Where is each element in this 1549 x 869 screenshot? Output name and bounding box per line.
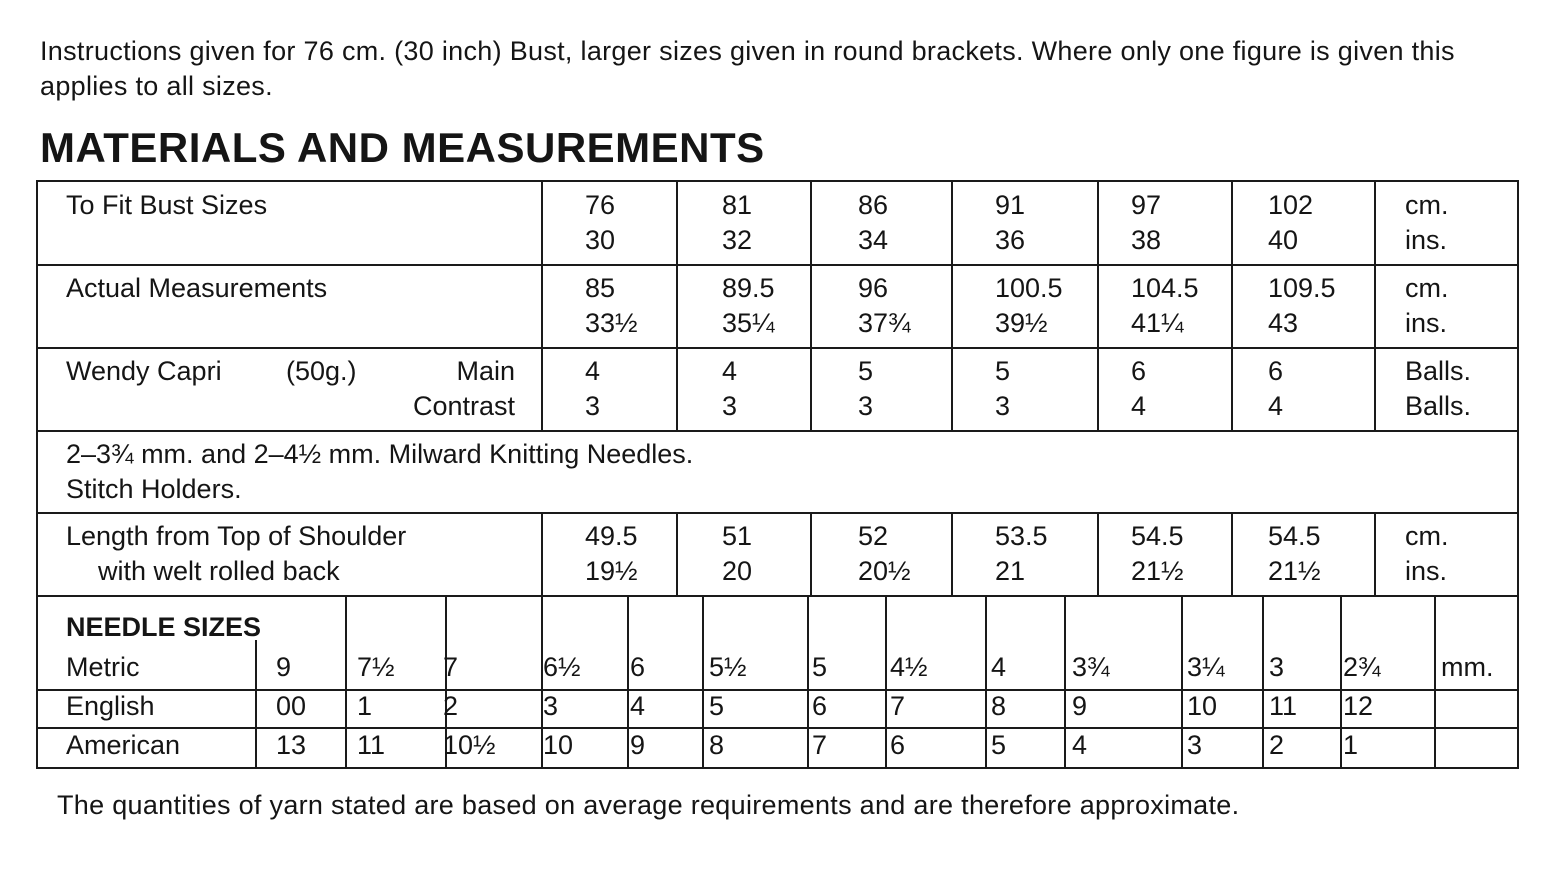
english-size-2: 1	[357, 691, 373, 721]
american-size-1: 13	[276, 730, 307, 760]
length-ins-2: 20	[722, 556, 753, 586]
yarn-main-2: 4	[722, 356, 738, 386]
col-divider	[1181, 595, 1183, 767]
american-size-6: 8	[709, 730, 725, 760]
length-unit-cm: cm.	[1405, 521, 1449, 551]
yarn-unit-main: Balls.	[1405, 356, 1472, 386]
col-divider	[345, 595, 347, 767]
metric-size-9: 4	[991, 652, 1007, 682]
metric-label: Metric	[66, 652, 140, 682]
yarn-main-label: Main	[456, 356, 515, 386]
actual-ins-4: 39½	[995, 308, 1048, 338]
american-size-5: 9	[630, 730, 646, 760]
actual-unit-cm: cm.	[1405, 273, 1449, 303]
col-divider	[1064, 595, 1066, 767]
american-size-13: 1	[1343, 730, 1359, 760]
length-label-2: with welt rolled back	[98, 556, 340, 586]
length-cm-4: 53.5	[995, 521, 1048, 551]
american-size-7: 7	[812, 730, 828, 760]
metric-size-1: 9	[276, 652, 292, 682]
english-size-13: 12	[1343, 691, 1374, 721]
yarn-main-5: 6	[1131, 356, 1147, 386]
col-divider	[676, 512, 678, 595]
bust-ins-3: 34	[858, 225, 889, 255]
col-divider	[627, 595, 629, 767]
col-divider	[810, 182, 812, 430]
yarn-main-1: 4	[585, 356, 601, 386]
needles-line-1: 2–3¾ mm. and 2–4½ mm. Milward Knitting Needles.	[66, 439, 694, 469]
col-divider	[676, 182, 678, 430]
actual-ins-6: 43	[1268, 308, 1299, 338]
row-divider	[38, 264, 1517, 266]
actual-ins-5: 41¼	[1131, 308, 1184, 338]
length-cm-1: 49.5	[585, 521, 638, 551]
yarn-contrast-5: 4	[1131, 391, 1147, 421]
american-size-2: 11	[357, 730, 386, 760]
english-size-8: 7	[890, 691, 906, 721]
yarn-unit-contrast: Balls.	[1405, 391, 1472, 421]
materials-table	[36, 180, 1519, 769]
col-divider	[985, 595, 987, 767]
yarn-contrast-1: 3	[585, 391, 601, 421]
bust-cm-6: 102	[1268, 190, 1314, 220]
actual-cm-3: 96	[858, 273, 889, 303]
yarn-contrast-2: 3	[722, 391, 738, 421]
american-size-9: 5	[991, 730, 1007, 760]
metric-size-2: 7½	[357, 652, 395, 682]
row-divider	[38, 727, 1517, 729]
length-ins-3: 20½	[858, 556, 911, 586]
actual-cm-4: 100.5	[995, 273, 1063, 303]
american-size-8: 6	[890, 730, 906, 760]
col-divider	[951, 512, 953, 595]
bust-cm-1: 76	[585, 190, 616, 220]
col-divider	[1231, 182, 1233, 430]
section-title: MATERIALS AND MEASUREMENTS	[40, 124, 765, 171]
bust-cm-4: 91	[995, 190, 1026, 220]
english-size-9: 8	[991, 691, 1007, 721]
col-divider	[702, 595, 704, 767]
english-size-12: 11	[1269, 691, 1298, 721]
bust-ins-4: 36	[995, 225, 1026, 255]
length-cm-3: 52	[858, 521, 889, 551]
actual-label: Actual Measurements	[66, 273, 328, 303]
col-divider	[1097, 182, 1099, 430]
col-divider	[1231, 512, 1233, 595]
metric-size-3: 7	[443, 652, 459, 682]
length-unit-ins: ins.	[1405, 556, 1448, 586]
actual-ins-1: 33½	[585, 308, 638, 338]
english-size-11: 10	[1187, 691, 1218, 721]
bust-cm-5: 97	[1131, 190, 1162, 220]
american-size-3: 10½	[443, 730, 496, 760]
col-divider	[1374, 182, 1376, 430]
needle-sizes-title: NEEDLE SIZES	[66, 612, 262, 642]
row-divider	[38, 512, 1517, 514]
col-divider	[1340, 595, 1342, 767]
yarn-weight: (50g.)	[286, 356, 357, 386]
intro-text: Instructions given for 76 cm. (30 inch) Bust, larger sizes given in round brackets. Where only one figure is given this applies to all sizes.	[40, 36, 1455, 101]
length-cm-2: 51	[722, 521, 753, 551]
bust-ins-2: 32	[722, 225, 753, 255]
needle-unit: mm.	[1441, 652, 1494, 682]
american-size-10: 4	[1072, 730, 1088, 760]
bust-cm-3: 86	[858, 190, 889, 220]
english-size-10: 9	[1072, 691, 1088, 721]
col-divider	[951, 182, 953, 430]
row-divider	[38, 347, 1517, 349]
footer-note: The quantities of yarn stated are based on average requirements and are therefore approximate.	[57, 790, 1240, 820]
actual-ins-3: 37¾	[858, 308, 911, 338]
actual-cm-6: 109.5	[1268, 273, 1336, 303]
bust-ins-6: 40	[1268, 225, 1299, 255]
col-divider	[1374, 512, 1376, 595]
length-label-1: Length from Top of Shoulder	[66, 521, 407, 551]
english-size-1: 00	[276, 691, 307, 721]
length-ins-5: 21½	[1131, 556, 1184, 586]
actual-cm-1: 85	[585, 273, 616, 303]
col-divider	[1097, 512, 1099, 595]
bust-ins-1: 30	[585, 225, 616, 255]
metric-size-7: 5	[812, 652, 828, 682]
actual-cm-2: 89.5	[722, 273, 775, 303]
english-size-6: 5	[709, 691, 725, 721]
english-size-4: 3	[543, 691, 559, 721]
bust-unit-ins: ins.	[1405, 225, 1448, 255]
length-cm-5: 54.5	[1131, 521, 1184, 551]
bust-label: To Fit Bust Sizes	[66, 190, 268, 220]
american-size-4: 10	[543, 730, 574, 760]
col-divider	[541, 512, 543, 595]
yarn-main-6: 6	[1268, 356, 1284, 386]
length-ins-4: 21	[995, 556, 1026, 586]
col-divider	[1434, 595, 1436, 767]
actual-cm-5: 104.5	[1131, 273, 1199, 303]
bust-unit-cm: cm.	[1405, 190, 1449, 220]
american-size-12: 2	[1269, 730, 1285, 760]
length-ins-1: 19½	[585, 556, 638, 586]
yarn-contrast-3: 3	[858, 391, 874, 421]
metric-size-13: 2¾	[1343, 652, 1381, 682]
bust-ins-5: 38	[1131, 225, 1162, 255]
actual-unit-ins: ins.	[1405, 308, 1448, 338]
english-size-7: 6	[812, 691, 828, 721]
yarn-contrast-6: 4	[1268, 391, 1284, 421]
metric-size-6: 5½	[709, 652, 747, 682]
col-divider	[541, 182, 543, 430]
yarn-main-4: 5	[995, 356, 1011, 386]
metric-size-5: 6	[630, 652, 646, 682]
metric-size-4: 6½	[543, 652, 581, 682]
english-size-5: 4	[630, 691, 646, 721]
english-label: English	[66, 691, 155, 721]
yarn-brand: Wendy Capri	[66, 356, 222, 386]
length-ins-6: 21½	[1268, 556, 1321, 586]
metric-size-10: 3¾	[1072, 652, 1110, 682]
yarn-contrast-4: 3	[995, 391, 1011, 421]
english-size-3: 2	[443, 691, 459, 721]
metric-size-8: 4½	[890, 652, 928, 682]
length-cm-6: 54.5	[1268, 521, 1321, 551]
yarn-main-3: 5	[858, 356, 874, 386]
row-divider	[38, 595, 1517, 597]
col-divider	[810, 512, 812, 595]
col-divider	[885, 595, 887, 767]
metric-size-11: 3¼	[1187, 652, 1225, 682]
actual-ins-2: 35¼	[722, 308, 775, 338]
american-label: American	[66, 730, 181, 760]
american-size-11: 3	[1187, 730, 1203, 760]
row-divider	[38, 430, 1517, 432]
yarn-contrast-label: Contrast	[412, 391, 515, 421]
col-divider	[807, 595, 809, 767]
metric-size-12: 3	[1269, 652, 1285, 682]
col-divider	[255, 640, 257, 767]
col-divider	[1262, 595, 1264, 767]
bust-cm-2: 81	[722, 190, 753, 220]
needles-line-2: Stitch Holders.	[66, 474, 242, 504]
